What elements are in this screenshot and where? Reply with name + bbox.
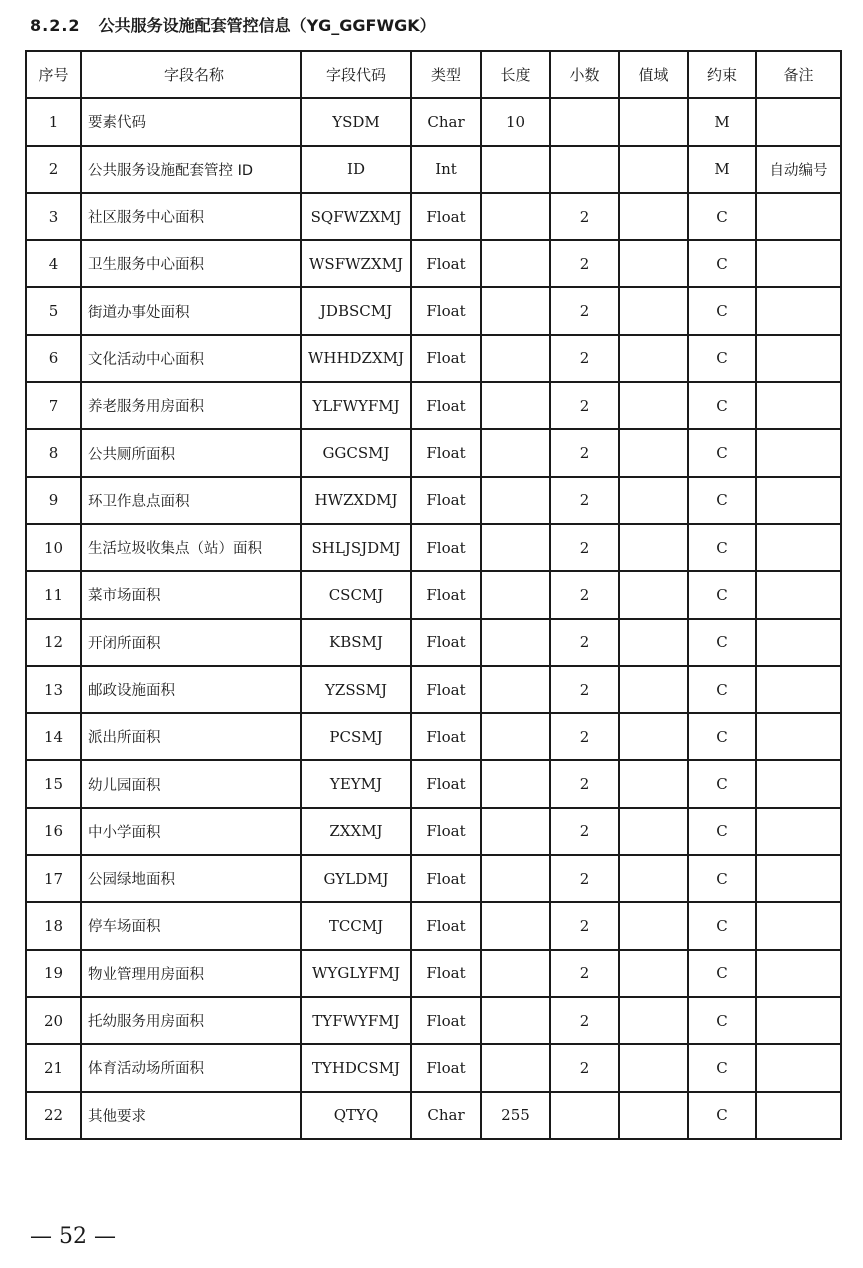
cell-domain — [619, 477, 688, 524]
cell-type: Float — [411, 382, 481, 429]
cell-seq: 6 — [26, 335, 81, 382]
cell-field-name: 要素代码 — [81, 98, 301, 145]
table-row — [26, 335, 841, 382]
cell-field-name: 养老服务用房面积 — [81, 382, 301, 429]
cell-field-code: YZSSMJ — [301, 666, 411, 713]
cell-field-name: 物业管理用房面积 — [81, 950, 301, 997]
cell-decimal: 2 — [550, 382, 619, 429]
cell-type: Float — [411, 619, 481, 666]
cell-field-code: WHHDZXMJ — [301, 335, 411, 382]
cell-constraint: C — [688, 382, 756, 429]
cell-field-code: YEYMJ — [301, 760, 411, 807]
header-domain: 值域 — [619, 51, 688, 98]
table-row — [26, 146, 841, 193]
cell-field-name: 邮政设施面积 — [81, 666, 301, 713]
cell-field-name: 社区服务中心面积 — [81, 193, 301, 240]
cell-constraint: C — [688, 997, 756, 1044]
cell-field-code: SQFWZXMJ — [301, 193, 411, 240]
cell-length — [481, 902, 550, 949]
cell-seq: 17 — [26, 855, 81, 902]
cell-type: Float — [411, 997, 481, 1044]
cell-length — [481, 950, 550, 997]
cell-seq: 13 — [26, 666, 81, 713]
table-row — [26, 713, 841, 760]
cell-seq: 4 — [26, 240, 81, 287]
cell-seq: 14 — [26, 713, 81, 760]
cell-seq: 8 — [26, 429, 81, 476]
cell-type: Float — [411, 855, 481, 902]
cell-domain — [619, 193, 688, 240]
cell-domain — [619, 619, 688, 666]
cell-decimal: 2 — [550, 429, 619, 476]
cell-seq: 12 — [26, 619, 81, 666]
table-row — [26, 240, 841, 287]
cell-seq: 16 — [26, 808, 81, 855]
cell-seq: 3 — [26, 193, 81, 240]
cell-field-name: 派出所面积 — [81, 713, 301, 760]
cell-field-code: GGCSMJ — [301, 429, 411, 476]
cell-field-code: JDBSCMJ — [301, 287, 411, 334]
table-header-row — [26, 51, 841, 98]
cell-type: Float — [411, 1044, 481, 1091]
header-remark: 备注 — [756, 51, 841, 98]
cell-field-name: 生活垃圾收集点（站）面积 — [81, 524, 301, 571]
cell-constraint: C — [688, 855, 756, 902]
cell-field-name: 公共厕所面积 — [81, 429, 301, 476]
cell-constraint: C — [688, 571, 756, 618]
cell-length — [481, 335, 550, 382]
header-decimal: 小数 — [550, 51, 619, 98]
cell-constraint: C — [688, 902, 756, 949]
cell-decimal — [550, 98, 619, 145]
cell-remark — [756, 713, 841, 760]
cell-decimal: 2 — [550, 193, 619, 240]
cell-type: Float — [411, 287, 481, 334]
cell-decimal: 2 — [550, 524, 619, 571]
cell-constraint: C — [688, 193, 756, 240]
cell-seq: 9 — [26, 477, 81, 524]
cell-remark — [756, 1092, 841, 1139]
cell-decimal: 2 — [550, 619, 619, 666]
cell-domain — [619, 902, 688, 949]
cell-remark — [756, 429, 841, 476]
cell-seq: 7 — [26, 382, 81, 429]
cell-remark — [756, 98, 841, 145]
cell-decimal — [550, 146, 619, 193]
cell-decimal: 2 — [550, 808, 619, 855]
cell-type: Char — [411, 98, 481, 145]
table-row — [26, 855, 841, 902]
cell-type: Float — [411, 524, 481, 571]
cell-length: 255 — [481, 1092, 550, 1139]
cell-decimal: 2 — [550, 571, 619, 618]
cell-remark — [756, 477, 841, 524]
cell-field-code: TCCMJ — [301, 902, 411, 949]
page-number: — 52 — — [30, 1224, 116, 1249]
cell-field-name: 中小学面积 — [81, 808, 301, 855]
cell-constraint: C — [688, 713, 756, 760]
cell-length — [481, 1044, 550, 1091]
cell-seq: 5 — [26, 287, 81, 334]
cell-field-code: TYFWYFMJ — [301, 997, 411, 1044]
header-field-code: 字段代码 — [301, 51, 411, 98]
cell-remark — [756, 335, 841, 382]
cell-domain — [619, 950, 688, 997]
cell-decimal: 2 — [550, 335, 619, 382]
cell-type: Float — [411, 666, 481, 713]
cell-seq: 19 — [26, 950, 81, 997]
cell-length — [481, 240, 550, 287]
cell-constraint: C — [688, 477, 756, 524]
cell-domain — [619, 1044, 688, 1091]
cell-domain — [619, 1092, 688, 1139]
cell-length: 10 — [481, 98, 550, 145]
cell-length — [481, 855, 550, 902]
cell-seq: 11 — [26, 571, 81, 618]
cell-field-name: 其他要求 — [81, 1092, 301, 1139]
cell-remark — [756, 382, 841, 429]
cell-type: Float — [411, 240, 481, 287]
cell-domain — [619, 335, 688, 382]
cell-field-name: 菜市场面积 — [81, 571, 301, 618]
cell-length — [481, 713, 550, 760]
cell-domain — [619, 146, 688, 193]
cell-decimal: 2 — [550, 240, 619, 287]
table-row — [26, 1044, 841, 1091]
table-body — [26, 98, 841, 1139]
cell-length — [481, 524, 550, 571]
cell-field-code: KBSMJ — [301, 619, 411, 666]
cell-field-name: 街道办事处面积 — [81, 287, 301, 334]
cell-decimal: 2 — [550, 950, 619, 997]
cell-constraint: C — [688, 808, 756, 855]
cell-constraint: C — [688, 335, 756, 382]
cell-length — [481, 193, 550, 240]
cell-field-code: HWZXDMJ — [301, 477, 411, 524]
table-row — [26, 571, 841, 618]
cell-domain — [619, 382, 688, 429]
cell-field-name: 开闭所面积 — [81, 619, 301, 666]
cell-decimal: 2 — [550, 1044, 619, 1091]
cell-field-code: PCSMJ — [301, 713, 411, 760]
header-seq: 序号 — [26, 51, 81, 98]
cell-decimal: 2 — [550, 997, 619, 1044]
cell-seq: 22 — [26, 1092, 81, 1139]
cell-domain — [619, 98, 688, 145]
cell-field-name: 体育活动场所面积 — [81, 1044, 301, 1091]
cell-decimal: 2 — [550, 855, 619, 902]
cell-seq: 10 — [26, 524, 81, 571]
cell-remark: 自动编号 — [756, 146, 841, 193]
cell-constraint: C — [688, 429, 756, 476]
cell-remark — [756, 997, 841, 1044]
header-length: 长度 — [481, 51, 550, 98]
cell-remark — [756, 287, 841, 334]
cell-field-code: WYGLYFMJ — [301, 950, 411, 997]
table-row — [26, 477, 841, 524]
header-constraint: 约束 — [688, 51, 756, 98]
cell-remark — [756, 193, 841, 240]
cell-field-code: TYHDCSMJ — [301, 1044, 411, 1091]
cell-domain — [619, 240, 688, 287]
table-row — [26, 666, 841, 713]
cell-domain — [619, 287, 688, 334]
cell-decimal: 2 — [550, 666, 619, 713]
cell-domain — [619, 808, 688, 855]
cell-field-code: ID — [301, 146, 411, 193]
cell-remark — [756, 855, 841, 902]
table-row — [26, 950, 841, 997]
field-definition-table — [25, 50, 842, 1140]
cell-domain — [619, 524, 688, 571]
cell-field-code: QTYQ — [301, 1092, 411, 1139]
section-title: 公共服务设施配套管控信息（YG_GGFWGK） — [98, 16, 436, 35]
cell-length — [481, 287, 550, 334]
cell-domain — [619, 571, 688, 618]
cell-field-code: GYLDMJ — [301, 855, 411, 902]
cell-length — [481, 477, 550, 524]
cell-field-code: CSCMJ — [301, 571, 411, 618]
cell-seq: 21 — [26, 1044, 81, 1091]
cell-decimal: 2 — [550, 713, 619, 760]
cell-remark — [756, 240, 841, 287]
cell-length — [481, 760, 550, 807]
cell-field-code: YSDM — [301, 98, 411, 145]
cell-remark — [756, 524, 841, 571]
cell-field-name: 卫生服务中心面积 — [81, 240, 301, 287]
cell-remark — [756, 666, 841, 713]
cell-seq: 20 — [26, 997, 81, 1044]
section-number: 8.2.2 — [30, 16, 81, 35]
cell-length — [481, 997, 550, 1044]
cell-type: Int — [411, 146, 481, 193]
cell-domain — [619, 855, 688, 902]
cell-constraint: C — [688, 524, 756, 571]
cell-remark — [756, 571, 841, 618]
cell-length — [481, 146, 550, 193]
cell-length — [481, 808, 550, 855]
cell-seq: 15 — [26, 760, 81, 807]
cell-field-name: 幼儿园面积 — [81, 760, 301, 807]
cell-type: Float — [411, 335, 481, 382]
table-row — [26, 429, 841, 476]
cell-decimal: 2 — [550, 287, 619, 334]
header-field-name: 字段名称 — [81, 51, 301, 98]
table-row — [26, 902, 841, 949]
table-row — [26, 193, 841, 240]
table-row — [26, 619, 841, 666]
cell-type: Float — [411, 193, 481, 240]
section-heading — [30, 14, 436, 38]
cell-remark — [756, 760, 841, 807]
cell-type: Float — [411, 760, 481, 807]
cell-length — [481, 666, 550, 713]
cell-length — [481, 382, 550, 429]
cell-domain — [619, 713, 688, 760]
cell-type: Float — [411, 713, 481, 760]
cell-constraint: C — [688, 666, 756, 713]
cell-domain — [619, 760, 688, 807]
table-row — [26, 524, 841, 571]
cell-constraint: M — [688, 146, 756, 193]
cell-constraint: C — [688, 240, 756, 287]
cell-constraint: C — [688, 287, 756, 334]
cell-decimal: 2 — [550, 760, 619, 807]
cell-constraint: C — [688, 619, 756, 666]
cell-constraint: C — [688, 1044, 756, 1091]
cell-field-name: 环卫作息点面积 — [81, 477, 301, 524]
cell-domain — [619, 997, 688, 1044]
cell-domain — [619, 666, 688, 713]
cell-field-name: 托幼服务用房面积 — [81, 997, 301, 1044]
cell-remark — [756, 808, 841, 855]
cell-decimal: 2 — [550, 902, 619, 949]
table-row — [26, 808, 841, 855]
table-row — [26, 1092, 841, 1139]
cell-domain — [619, 429, 688, 476]
table-row — [26, 98, 841, 145]
cell-seq: 1 — [26, 98, 81, 145]
header-type: 类型 — [411, 51, 481, 98]
cell-constraint: C — [688, 1092, 756, 1139]
table-row — [26, 287, 841, 334]
cell-remark — [756, 902, 841, 949]
cell-constraint: M — [688, 98, 756, 145]
cell-remark — [756, 950, 841, 997]
cell-type: Float — [411, 950, 481, 997]
cell-seq: 2 — [26, 146, 81, 193]
cell-field-code: YLFWYFMJ — [301, 382, 411, 429]
cell-type: Float — [411, 477, 481, 524]
cell-constraint: C — [688, 760, 756, 807]
table-row — [26, 382, 841, 429]
cell-length — [481, 619, 550, 666]
cell-field-name: 公园绿地面积 — [81, 855, 301, 902]
cell-type: Float — [411, 429, 481, 476]
cell-length — [481, 571, 550, 618]
cell-field-name: 文化活动中心面积 — [81, 335, 301, 382]
cell-decimal — [550, 1092, 619, 1139]
cell-field-code: WSFWZXMJ — [301, 240, 411, 287]
cell-type: Float — [411, 902, 481, 949]
cell-remark — [756, 619, 841, 666]
cell-seq: 18 — [26, 902, 81, 949]
table-row — [26, 997, 841, 1044]
cell-type: Float — [411, 571, 481, 618]
table-row — [26, 760, 841, 807]
cell-length — [481, 429, 550, 476]
cell-decimal: 2 — [550, 477, 619, 524]
cell-type: Char — [411, 1092, 481, 1139]
cell-field-code: ZXXMJ — [301, 808, 411, 855]
cell-remark — [756, 1044, 841, 1091]
cell-field-name: 停车场面积 — [81, 902, 301, 949]
cell-type: Float — [411, 808, 481, 855]
cell-field-code: SHLJSJDMJ — [301, 524, 411, 571]
cell-constraint: C — [688, 950, 756, 997]
cell-field-name: 公共服务设施配套管控 ID — [81, 146, 301, 193]
